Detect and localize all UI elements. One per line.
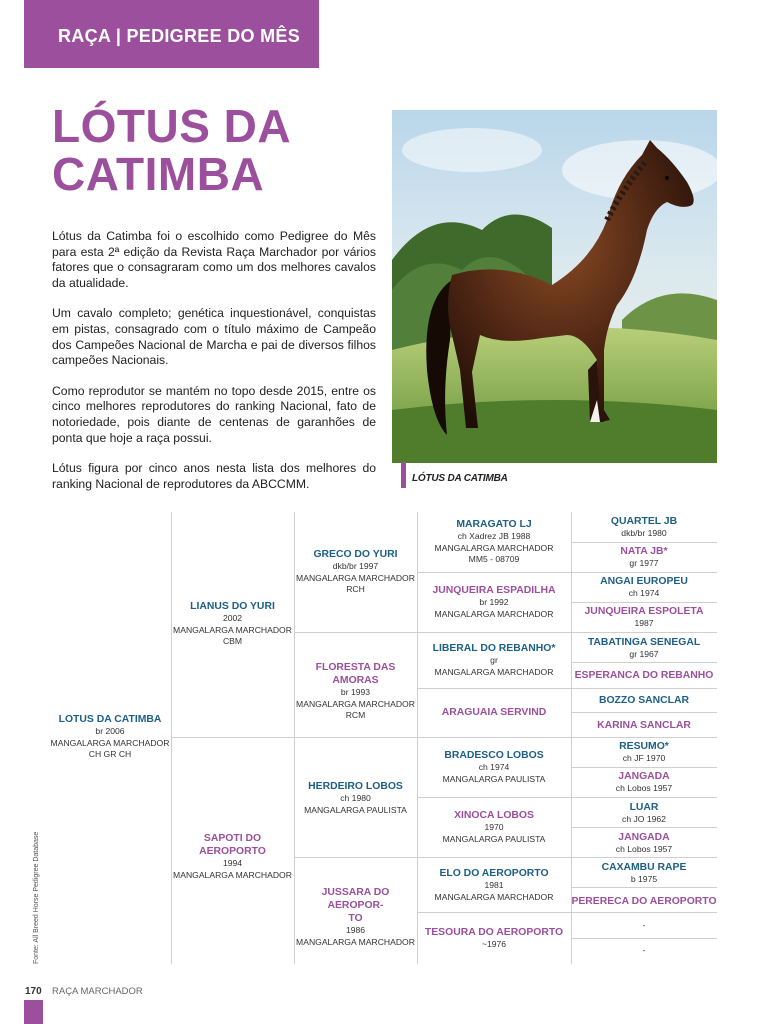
horse-detail: br 1992: [479, 597, 509, 607]
horse-detail: MANGALARGA PAULISTA: [442, 773, 546, 784]
horse-name: MARAGATO LJ: [456, 519, 532, 530]
horse-detail: MANGALARGA MARCHADOR: [296, 936, 415, 947]
page-number: 170: [25, 986, 42, 997]
horse-detail: -: [642, 920, 646, 930]
horse-name: FLORESTA DAS AMORAS: [315, 662, 396, 686]
horse-name: TESOURA DO AEROPORTO: [424, 927, 564, 938]
pedigree-ancestor-unknown: [571, 920, 717, 932]
horse-name: LIANUS DO YURI: [190, 601, 275, 612]
pedigree-great-grandparent: [417, 926, 571, 951]
horse-name: TABATINGA SENEGAL: [587, 637, 701, 648]
horse-detail: MANGALARGA MARCHADOR: [296, 698, 415, 709]
horse-detail: ch 1974: [628, 588, 660, 598]
horse-detail: ch Lobos 1957: [615, 844, 673, 854]
horse-detail: br 2006: [95, 726, 125, 736]
pedigree-great-grandparent: [417, 867, 571, 903]
pedigree-ancestor: [571, 636, 717, 661]
horse-detail: MANGALARGA MARCHADOR: [50, 737, 170, 748]
horse-detail: 1981: [484, 880, 504, 890]
pedigree-ancestor: [571, 740, 717, 765]
horse-detail: -: [642, 945, 646, 955]
photo-caption: LÓTUS DA CATIMBA: [412, 473, 508, 484]
horse-detail: CH GR CH: [88, 749, 132, 760]
horse-name: NATA JB*: [620, 546, 668, 557]
horse-detail: gr: [490, 655, 498, 665]
horse-detail: ch Lobos 1957: [615, 783, 673, 793]
horse-name: XINOCA LOBOS: [454, 810, 534, 821]
footer-accent-bar: [24, 1000, 43, 1024]
horse-detail: 2002: [222, 613, 243, 623]
horse-name: RESUMO*: [619, 741, 669, 752]
pedigree-great-grandparent: [417, 749, 571, 785]
horse-name: LUAR: [629, 802, 659, 813]
pedigree-ancestor: [571, 575, 717, 600]
horse-detail: ~1976: [481, 939, 507, 949]
horse-name: LOTUS DA CATIMBA: [58, 714, 162, 725]
horse-detail: MANGALARGA MARCHADOR: [434, 891, 554, 902]
horse-detail: gr 1967: [629, 649, 659, 659]
horse-name: BOZZO SANCLAR: [598, 695, 690, 706]
horse-detail: MANGALARGA MARCHADOR: [173, 869, 292, 880]
pedigree-dam: [171, 832, 294, 881]
pedigree-ancestor: [571, 605, 717, 630]
horse-name: GRECO DO YURI: [313, 549, 398, 560]
horse-name: JANGADA: [618, 771, 670, 782]
horse-detail: ch Xadrez JB 1988: [457, 531, 531, 541]
horse-name: HERDEIRO LOBOS: [308, 781, 403, 792]
pedigree-ancestor: [571, 719, 717, 732]
horse-detail: MANGALARGA MARCHADOR: [173, 624, 292, 635]
intro-paragraph: Como reprodutor se mantém no topo desde 2015, entre os cinco melhores reprodutores do ranking Nacional, fato de notoriedade, pois diante de centenas de garanhões de ponta que hoje a raça possui.: [52, 383, 376, 445]
pedigree-ancestor: [571, 669, 717, 682]
horse-detail: MM5 - 08709: [468, 554, 520, 565]
horse-detail: dkb/br 1980: [621, 528, 667, 538]
pedigree-great-grandparent: [417, 584, 571, 620]
horse-detail: RCM: [345, 710, 366, 721]
horse-name: KARINA SANCLAR: [597, 720, 691, 731]
horse-detail: ch 1980: [340, 793, 371, 803]
horse-name: SAPOTI DO AEROPORTO: [199, 833, 266, 857]
horse-detail: MANGALARGA MARCHADOR: [434, 542, 554, 553]
pedigree-ancestor: [571, 861, 717, 886]
pedigree-subject: [48, 713, 172, 761]
horse-name: ANGAI EUROPEU: [600, 576, 688, 587]
horse-detail: ch 1974: [478, 762, 510, 772]
horse-detail: 1994: [222, 858, 243, 868]
horse-detail: 1987: [634, 618, 654, 628]
horse-detail: CBM: [222, 636, 243, 647]
horse-name: JUSSARA DO AEROPOR-: [321, 887, 390, 911]
pedigree-grandparent: [294, 548, 417, 596]
pedigree-great-grandparent: [417, 809, 571, 845]
horse-name: JUNQUEIRA ESPOLETA: [584, 606, 704, 617]
horse-name: ELO DO AEROPORTO: [439, 868, 549, 879]
horse-detail: 1970: [484, 822, 504, 832]
pedigree-ancestor-unknown: [571, 945, 717, 957]
pedigree-ancestor: [571, 770, 717, 795]
horse-name: QUARTEL JB: [610, 516, 678, 527]
horse-detail: 1986: [345, 925, 366, 935]
horse-detail: RCH: [346, 584, 365, 595]
pedigree-ancestor: [571, 515, 717, 540]
source-note: Fonte: All Breed Horse Pedigree Database: [33, 831, 40, 964]
horse-name: PERERECA DO AEROPORTO: [571, 896, 717, 907]
horse-name: LIBERAL DO REBANHO*: [432, 643, 556, 654]
pedigree-grandparent: [294, 780, 417, 816]
horse-detail: ch JF 1970: [622, 753, 666, 763]
horse-detail: MANGALARGA MARCHADOR: [434, 608, 554, 619]
horse-name: ARAGUAIA SERVIND: [441, 707, 547, 718]
pedigree-grandparent: [294, 886, 417, 948]
horse-name-continued: TO: [348, 913, 363, 924]
horse-detail: b 1975: [630, 874, 658, 884]
intro-paragraph: Um cavalo completo; genética inquestionável, conquistas em pistas, consagrado com o título máximo de Campeão dos Campeões Nacional de Marcha e pai de diversos filhos campeões Nacionais.: [52, 306, 376, 368]
horse-detail: MANGALARGA MARCHADOR: [434, 666, 554, 677]
pedigree-great-grandparent: [417, 706, 571, 719]
pedigree-ancestor: [571, 831, 717, 856]
horse-detail: MANGALARGA PAULISTA: [442, 833, 546, 844]
horse-name: JANGADA: [618, 832, 670, 843]
horse-detail: br 1993: [340, 687, 371, 697]
pedigree-ancestor: [571, 545, 717, 570]
horse-name: ESPERANCA DO REBANHO: [574, 670, 714, 681]
horse-detail: MANGALARGA PAULISTA: [304, 804, 407, 815]
pedigree-sire: [171, 600, 294, 648]
horse-detail: dkb/br 1997: [332, 561, 379, 571]
title-line-2: CATIMBA: [52, 148, 265, 200]
section-header: RAÇA | PEDIGREE DO MÊS: [58, 26, 300, 46]
pedigree-ancestor: [571, 801, 717, 826]
horse-name: JUNQUEIRA ESPADILHA: [432, 585, 556, 596]
pedigree-great-grandparent: [417, 642, 571, 678]
horse-detail: ch JO 1962: [622, 814, 666, 824]
horse-detail: gr 1977: [629, 558, 659, 568]
footer-magazine-title: RAÇA MARCHADOR: [52, 986, 143, 997]
pedigree-ancestor: [571, 694, 717, 707]
pedigree-ancestor: [571, 895, 717, 908]
pedigree-great-grandparent: [417, 518, 571, 566]
horse-name: CAXAMBU RAPE: [601, 862, 687, 873]
horse-name: BRADESCO LOBOS: [444, 750, 544, 761]
pedigree-grandparent: [294, 661, 417, 722]
title-line-1: LÓTUS DA: [52, 100, 292, 152]
intro-paragraph: Lótus figura por cinco anos nesta lista dos melhores do ranking Nacional de reprodutores da ABCCMM.: [52, 461, 376, 491]
horse-detail: MANGALARGA MARCHADOR: [296, 572, 415, 583]
intro-paragraph: Lótus da Catimba foi o escolhido como Pedigree do Mês para esta 2ª edição da Revista Raça Marchador por vários fatores que o consagraram como um dos melhores cavalos da atualidade.: [52, 229, 376, 290]
